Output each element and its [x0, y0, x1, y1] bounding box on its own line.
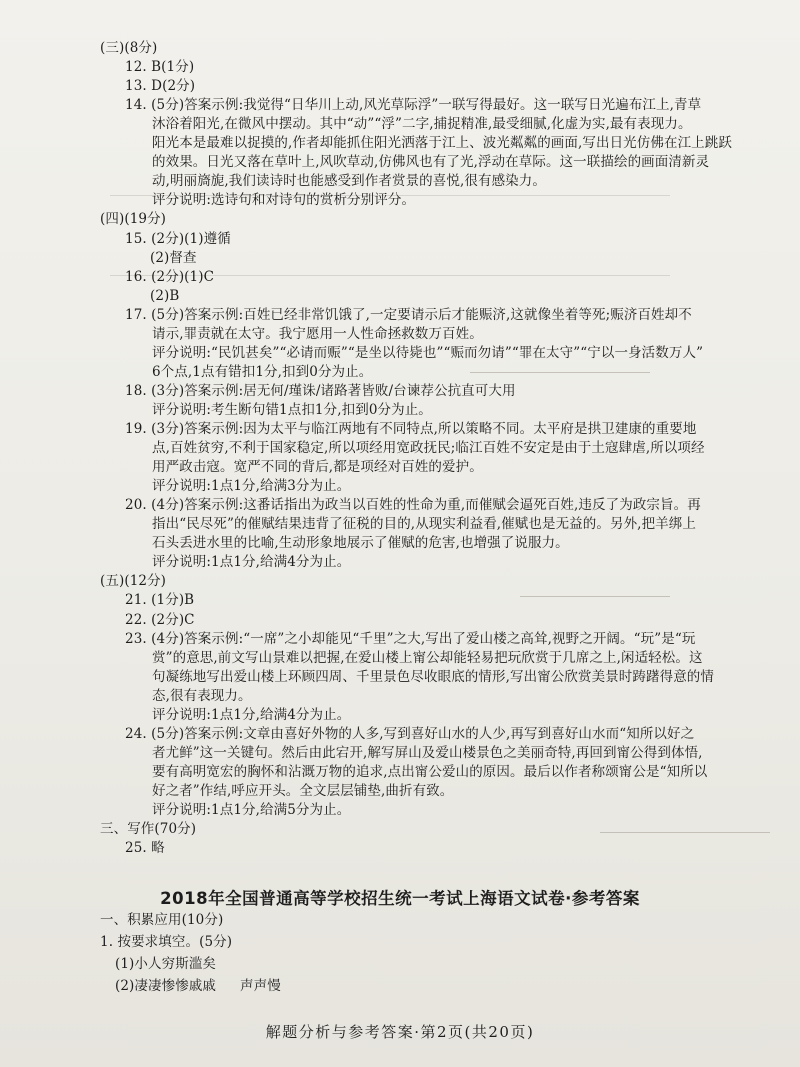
- answer-line: 23. (4分)答案示例:“一席”之小却能见“千里”之大,写出了爱山楼之高耸,视野之开阔。“玩”是“玩: [125, 631, 696, 647]
- answer-line: 沐浴着阳光,在微风中摆动。其中“动”“浮”二字,捕捉精准,最受细腻,化虚为实,最有表现力。: [152, 116, 692, 132]
- answer-line: 石头丢进水里的比喻,生动形象地展示了催赋的危害,也增强了说服力。: [152, 535, 569, 551]
- answer-line: 13. D(2分): [125, 78, 196, 94]
- answer-line: 15. (2分)(1)遵循: [125, 231, 231, 247]
- scoring-note: 评分说明:选诗句和对诗句的赏析分别评分。: [152, 192, 416, 208]
- answer-line: 阳光本是最难以捉摸的,作者却能抓住阳光洒落于江上、波光粼粼的画面,写出日光仿佛在江上跳跃: [152, 135, 732, 151]
- answer-line: (2)凄凄惨惨戚戚: [115, 978, 217, 994]
- answer-line: 点,百姓贫穷,不利于国家稳定,所以项经用宽政抚民;临江百姓不安定是由于土寇肆虐,所以项经: [152, 440, 705, 456]
- answer-line: 19. (3分)答案示例:因为太平与临江两地有不同特点,所以策略不同。太平府是拱卫建康的重要地: [125, 421, 697, 437]
- scoring-note: 6个点,1点有错扣1分,扣到0分为止。: [152, 364, 373, 380]
- answer-line: 赏”的意思,前文写山景难以把握,在爱山楼上甯公却能轻易把玩欣赏于几席之上,闲适轻松。这: [152, 650, 703, 666]
- answer-line: 声声慢: [240, 978, 281, 994]
- section-header: (四)(19分): [100, 211, 167, 227]
- answer-line: 18. (3分)答案示例:居无何/瑾诛/诸路著皆败/台谏荐公抗直可大用: [125, 383, 516, 399]
- page-footer: 解题分析与参考答案·第2页(共20页): [265, 1023, 535, 1041]
- answer-line: 态,很有表现力。: [152, 688, 252, 704]
- section-header: (五)(12分): [100, 573, 167, 589]
- section-header: 一、积累应用(10分): [100, 912, 224, 928]
- scoring-note: 评分说明:1点1分,给满4分为止。: [152, 554, 351, 570]
- answer-line: 17. (5分)答案示例:百姓已经非常饥饿了,一定要请示后才能赈济,这就像坐着等死;赈济百姓却不: [125, 307, 692, 323]
- answer-line: 的效果。日光又落在草叶上,风吹草动,仿佛风也有了光,浮动在草际。这一联描绘的画面清新灵: [152, 154, 710, 170]
- answer-line: (2)督查: [150, 250, 197, 266]
- scoring-note: 评分说明:“民饥甚矣”“必请而赈”“是坐以待毙也”“赈而勿请”“罪在太守”“宁以一身活数万人”: [152, 345, 704, 361]
- scoring-note: 评分说明:1点1分,给满3分为止。: [152, 478, 351, 494]
- document-title: 2018年全国普通高等学校招生统一考试上海语文试卷·参考答案: [160, 889, 640, 908]
- answer-line: 14. (5分)答案示例:我觉得“日华川上动,风光草际浮”一联写得最好。这一联写日光遍布江上,青草: [125, 97, 702, 113]
- scoring-note: 评分说明:1点1分,给满5分为止。: [152, 802, 351, 818]
- answer-line: 好之者”作结,呼应开头。全文层层铺垫,曲折有致。: [152, 783, 454, 799]
- answer-line: 动,明丽旖旎,我们读诗时也能感受到作者赏景的喜悦,很有感染力。: [152, 173, 546, 189]
- answer-line: 24. (5分)答案示例:文章由喜好外物的人多,写到喜好山水的人少,再写到喜好山水而“知所以好之: [125, 726, 695, 742]
- scoring-note: 评分说明:考生断句错1点扣1分,扣到0分为止。: [152, 402, 432, 418]
- section-header: 三、写作(70分): [100, 821, 197, 837]
- answer-line: 12. B(1分): [125, 59, 195, 75]
- answer-line: 用严政击寇。宽严不同的背后,都是项经对百姓的爱护。: [152, 459, 483, 475]
- answer-line: 指出“民尽死”的催赋结果违背了征税的目的,从现实利益看,催赋也是无益的。另外,把羊绑上: [152, 516, 696, 532]
- answer-line: 20. (4分)答案示例:这番话指出为政当以百姓的性命为重,而催赋会逼死百姓,违反了为政宗旨。再: [125, 497, 701, 513]
- answer-line: 21. (1分)B: [125, 592, 195, 608]
- answer-line: 句凝练地写出爱山楼上环顾四周、千里景色尽收眼底的情形,写出甯公欣赏美景时踌躇得意的情: [152, 669, 714, 685]
- scoring-note: 评分说明:1点1分,给满4分为止。: [152, 707, 351, 723]
- answer-line: 22. (2分)C: [125, 612, 195, 628]
- answer-line: 1. 按要求填空。(5分): [100, 934, 233, 950]
- answer-line: 要有高明宽宏的胸怀和沾溉万物的追求,点出甯公爱山的原因。最后以作者称颂甯公是“知所以: [152, 764, 708, 780]
- answer-line: 者尤鲜”这一关键句。然后由此宕开,解写屏山及爱山楼景色之美丽奇特,再回到甯公得到体悟,: [152, 745, 703, 761]
- answer-line: 25. 略: [125, 840, 165, 856]
- answer-line: (1)小人穷斯滥矣: [115, 956, 217, 972]
- section-header: (三)(8分): [100, 40, 158, 56]
- answer-line: 请示,罪责就在太守。我宁愿用一人性命拯救数万百姓。: [152, 326, 483, 342]
- answer-line: (2)B: [150, 288, 180, 304]
- answer-line: 16. (2分)(1)C: [125, 269, 215, 285]
